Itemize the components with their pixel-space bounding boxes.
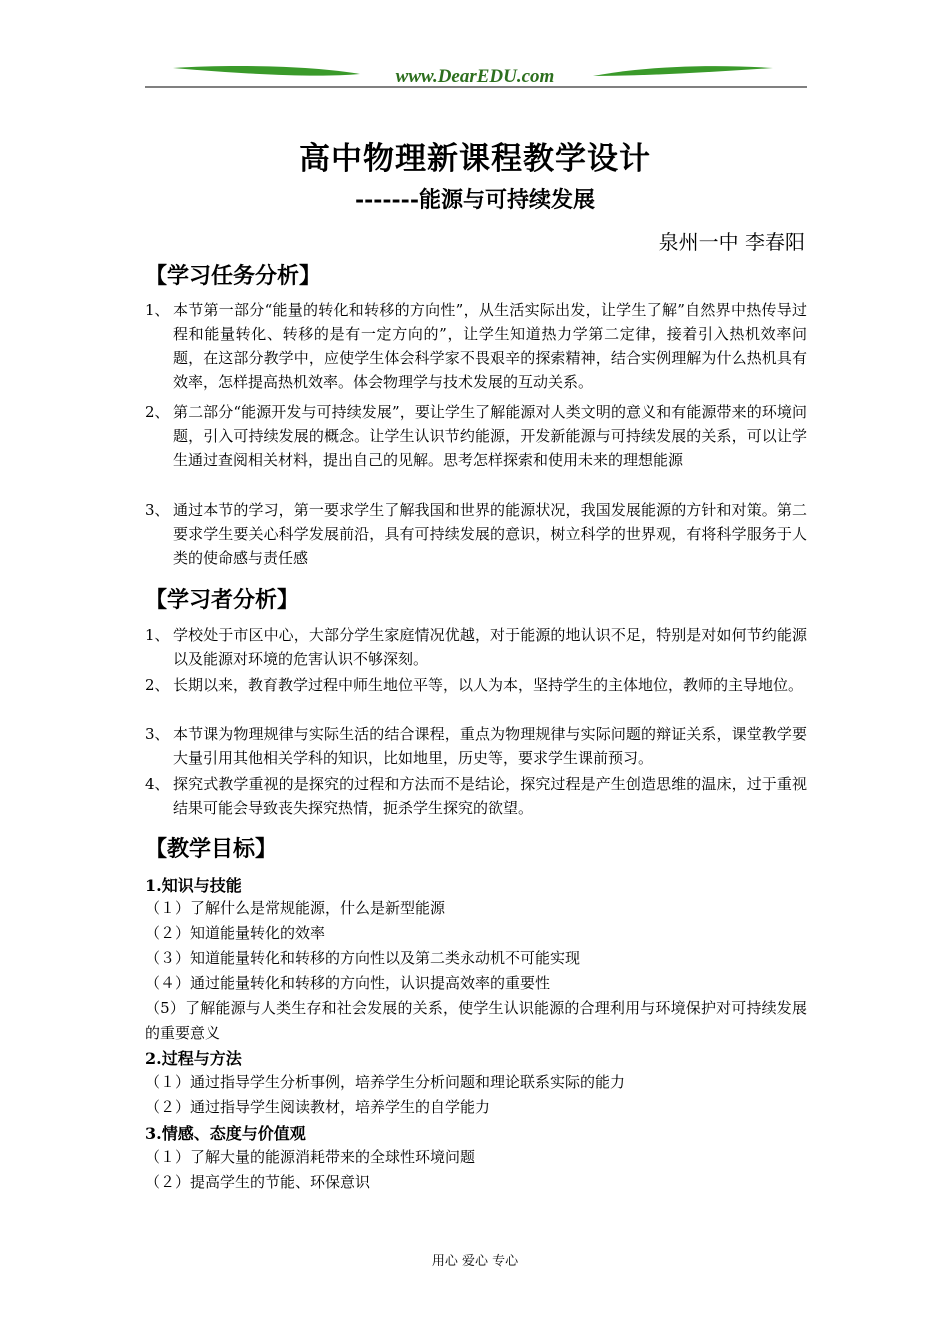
list-item-text: 长期以来，教育教学过程中师生地位平等，以人为本，坚持学生的主体地位，教师的主导地位。 (173, 676, 804, 694)
page-subtitle: -------能源与可持续发展 (355, 187, 595, 213)
list-item (145, 673, 807, 697)
goal-item: （１）了解大量的能源消耗带来的全球性环境问题 (145, 1148, 476, 1166)
right-swoosh-decoration (593, 66, 773, 76)
page-title: 高中物理新课程教学设计 (299, 141, 651, 177)
site-logo: www.DearEDU.com (395, 66, 555, 87)
section-heading-task-analysis: 【学习任务分析】 (145, 263, 322, 289)
goal-item: （２）知道能量转化的效率 (145, 924, 326, 942)
list-item (145, 623, 807, 671)
list-item-number: 2、 (145, 403, 170, 421)
header-banner (145, 60, 807, 90)
list-item (145, 400, 807, 472)
goal-group-title: 1.知识与技能 (145, 876, 242, 895)
section-heading-learner-analysis: 【学习者分析】 (145, 587, 300, 613)
goal-item: （２）提高学生的节能、环保意识 (145, 1173, 371, 1191)
goal-group-title: 3.情感、态度与价值观 (145, 1124, 306, 1143)
goal-group-title: 2.过程与方法 (145, 1049, 242, 1068)
goal-item: （１）了解什么是常规能源，什么是新型能源 (145, 899, 446, 917)
goal-item: （４）通过能量转化和转移的方向性，认识提高效率的重要性 (145, 974, 551, 992)
author-line: 泉州一中 李春阳 (658, 230, 805, 254)
goal-item: （5）了解能源与人类生存和社会发展的关系，使学生认识能源的合理利用与环境保护对可持续发展的重要意义 (145, 999, 807, 1042)
list-item-text: 本节第一部分“能量的转化和转移的方向性”，从生活实际出发，让学生了解”自然界中热传导过程和能量转化、转移的是有一定方向的”，让学生知道热力学第二定律，接着引入热机效率问题，在这部分教学中，应使学生体会科学家不畏艰辛的探索精神，结合实例理解为什么热机具有效率，怎样提高热机效率。体会物理学与技术发展的互动关系。 (173, 301, 807, 391)
goal-item: （３）知道能量转化和转移的方向性以及第二类永动机不可能实现 (145, 949, 581, 967)
list-item-text: 本节课为物理规律与实际生活的结合课程，重点为物理规律与实际问题的辩证关系，课堂教学要大量引用其他相关学科的知识，比如地里，历史等，要求学生课前预习。 (173, 725, 807, 767)
page-footer: 用心 爱心 专心 (431, 1254, 519, 1269)
list-item (145, 498, 807, 570)
list-item-text: 第二部分“能源开发与可持续发展”，要让学生了解能源对人类文明的意义和有能源带来的环境问题，引入可持续发展的概念。让学生认识节约能源，开发新能源与可持续发展的关系，可以让学生通过查阅相关材料，提出自己的见解。思考怎样探索和使用未来的理想能源 (173, 403, 807, 469)
list-item-number: 2、 (145, 676, 170, 694)
list-item-text: 学校处于市区中心，大部分学生家庭情况优越，对于能源的地认识不足，特别是对如何节约能源以及能源对环境的危害认识不够深刻。 (173, 626, 807, 668)
list-item-text: 通过本节的学习，第一要求学生了解我国和世界的能源状况，我国发展能源的方针和对策。第二要求学生要关心科学发展前沿，具有可持续发展的意识，树立科学的世界观，有将科学服务于人类的使命感与责任感 (173, 501, 807, 567)
left-swoosh-decoration (173, 66, 360, 76)
list-item-number: 3、 (145, 725, 170, 743)
list-item-number: 1、 (145, 626, 170, 644)
list-item-number: 1、 (145, 301, 170, 319)
list-item-text: 探究式教学重视的是探究的过程和方法而不是结论，探究过程是产生创造思维的温床，过于重视结果可能会导致丧失探究热情，扼杀学生探究的欲望。 (173, 775, 807, 817)
list-item-number: 3、 (145, 501, 170, 519)
section-heading-teaching-goals: 【教学目标】 (145, 836, 278, 862)
list-item (145, 772, 807, 820)
goal-item: （２）通过指导学生阅读教材，培养学生的自学能力 (145, 1098, 491, 1116)
list-item-number: 4、 (145, 775, 170, 793)
list-item (145, 722, 807, 770)
list-item (145, 298, 807, 394)
goal-item: （１）通过指导学生分析事例，培养学生分析问题和理论联系实际的能力 (145, 1073, 626, 1091)
